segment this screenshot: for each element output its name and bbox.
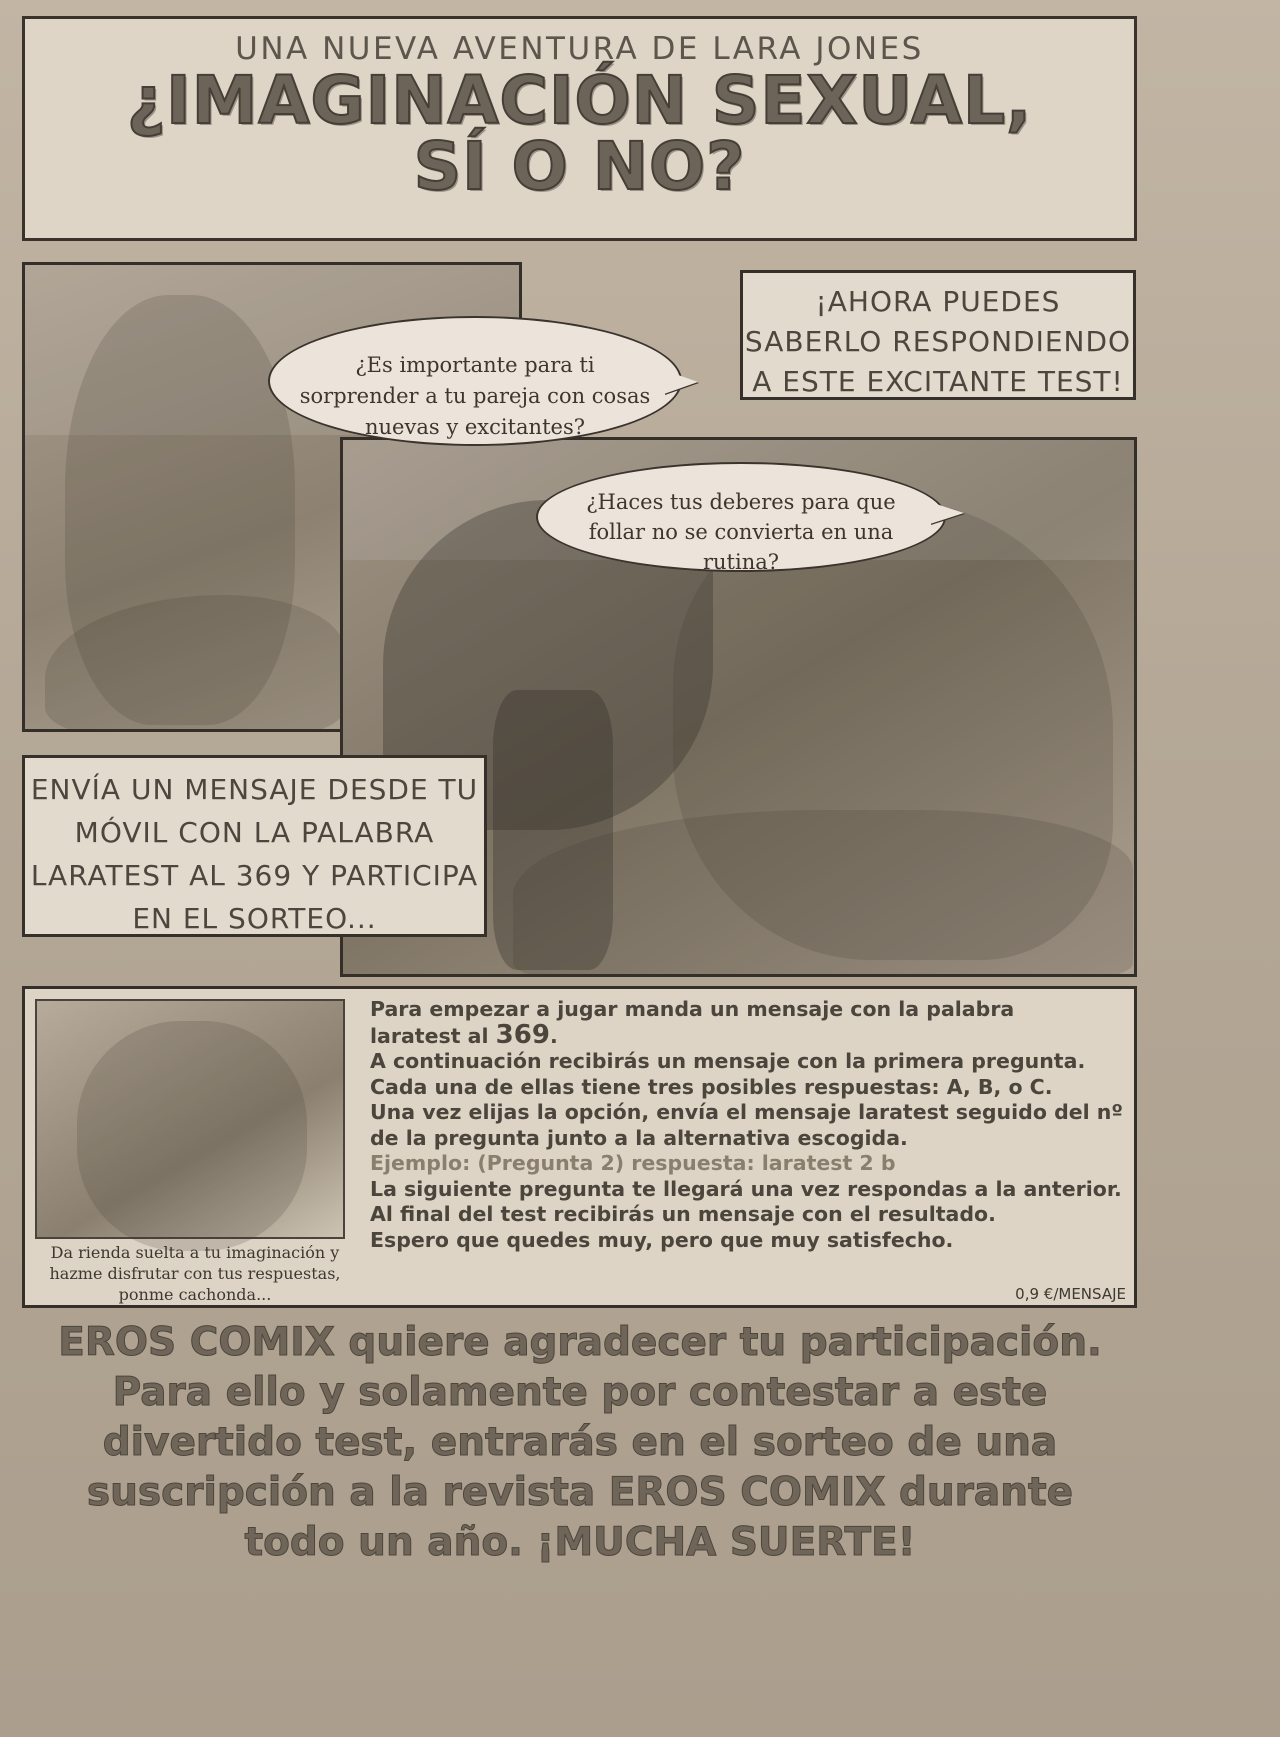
instructions-line-3: A continuación recibirás un mensaje con la primera pregunta. — [370, 1049, 1086, 1073]
portrait-caption: Da rienda suelta a tu imaginación y hazme disfrutar con tus respuestas, ponme cachonda... — [49, 1243, 341, 1304]
speech-balloon-2 — [536, 462, 946, 572]
promo-line-3: divertido test, entrarás en el sorteo de una — [102, 1420, 1058, 1465]
caption-box-middle — [22, 755, 487, 937]
instructions-line-2-pre: laratest al — [370, 1023, 496, 1048]
promo-text — [30, 1318, 1130, 1568]
instructions-line-8: Al final del test recibirás un mensaje con el resultado. — [370, 1202, 996, 1226]
price-per-message: 0,9 €/MENSAJE — [1015, 1285, 1126, 1303]
instructions-line-1: Para empezar a jugar manda un mensaje con la palabra — [370, 997, 1015, 1021]
instructions-line-2-post: . — [549, 1023, 558, 1048]
speech-balloon-1 — [268, 316, 682, 446]
promo-line-1: EROS COMIX quiere agradecer tu participación. — [58, 1320, 1102, 1365]
balloon-tail-icon — [664, 370, 698, 394]
promo-line-5: todo un año. ¡MUCHA SUERTE! — [244, 1520, 916, 1565]
caption-middle-text: ENVÍA UN MENSAJE DESDE TU MÓVIL CON LA PALABRA LARATEST AL 369 Y PARTICIPA EN EL SORTEO... — [30, 773, 479, 935]
instructions-line-4: Cada una de ellas tiene tres posibles respuestas: A, B, o C. — [370, 1074, 1053, 1099]
page-title-line-1: ¿IMAGINACIÓN SEXUAL, — [126, 62, 1033, 139]
panel-2-body-shape — [513, 810, 1133, 977]
page-title-line-2: SÍ O NO? — [413, 128, 746, 205]
kicker-text: UNA NUEVA AVENTURA DE LARA JONES — [235, 31, 924, 67]
promo-line-2: Para ello y solamente por contestar a este — [112, 1370, 1048, 1415]
instructions-line-9: Espero que quedes muy, pero que muy satisfecho. — [370, 1227, 954, 1252]
caption-box-top — [740, 270, 1136, 400]
speech-balloon-1-text: ¿Es importante para ti sorprender a tu pareja con cosas nuevas y excitantes? — [299, 353, 651, 439]
portrait-face-shape — [77, 1021, 307, 1251]
title-box — [22, 16, 1137, 241]
caption-top-text: ¡AHORA PUEDES SABERLO RESPONDIENDO A ESTE EXCITANTE TEST! — [744, 285, 1132, 398]
instructions-text — [370, 997, 1124, 1253]
speech-balloon-2-text: ¿Haces tus deberes para que follar no se convierta en una rutina? — [586, 490, 896, 574]
character-portrait-art — [35, 999, 345, 1239]
instructions-line-7: La siguiente pregunta te llegará una vez respondas a la anterior. — [370, 1176, 1122, 1201]
shortcode-number: 369 — [495, 1019, 550, 1050]
instructions-line-5: Una vez elijas la opción, envía el mensaje laratest seguido del nº de la pregunta junto a la alternativa escogida. — [370, 1100, 1123, 1150]
instructions-example-line: Ejemplo: (Pregunta 2) respuesta: laratest 2 b — [370, 1151, 896, 1175]
instructions-line-2 — [370, 1019, 1124, 1050]
instructions-panel — [22, 986, 1137, 1308]
promo-line-4: suscripción a la revista EROS COMIX durante — [86, 1470, 1074, 1515]
balloon-tail-icon — [930, 502, 964, 524]
